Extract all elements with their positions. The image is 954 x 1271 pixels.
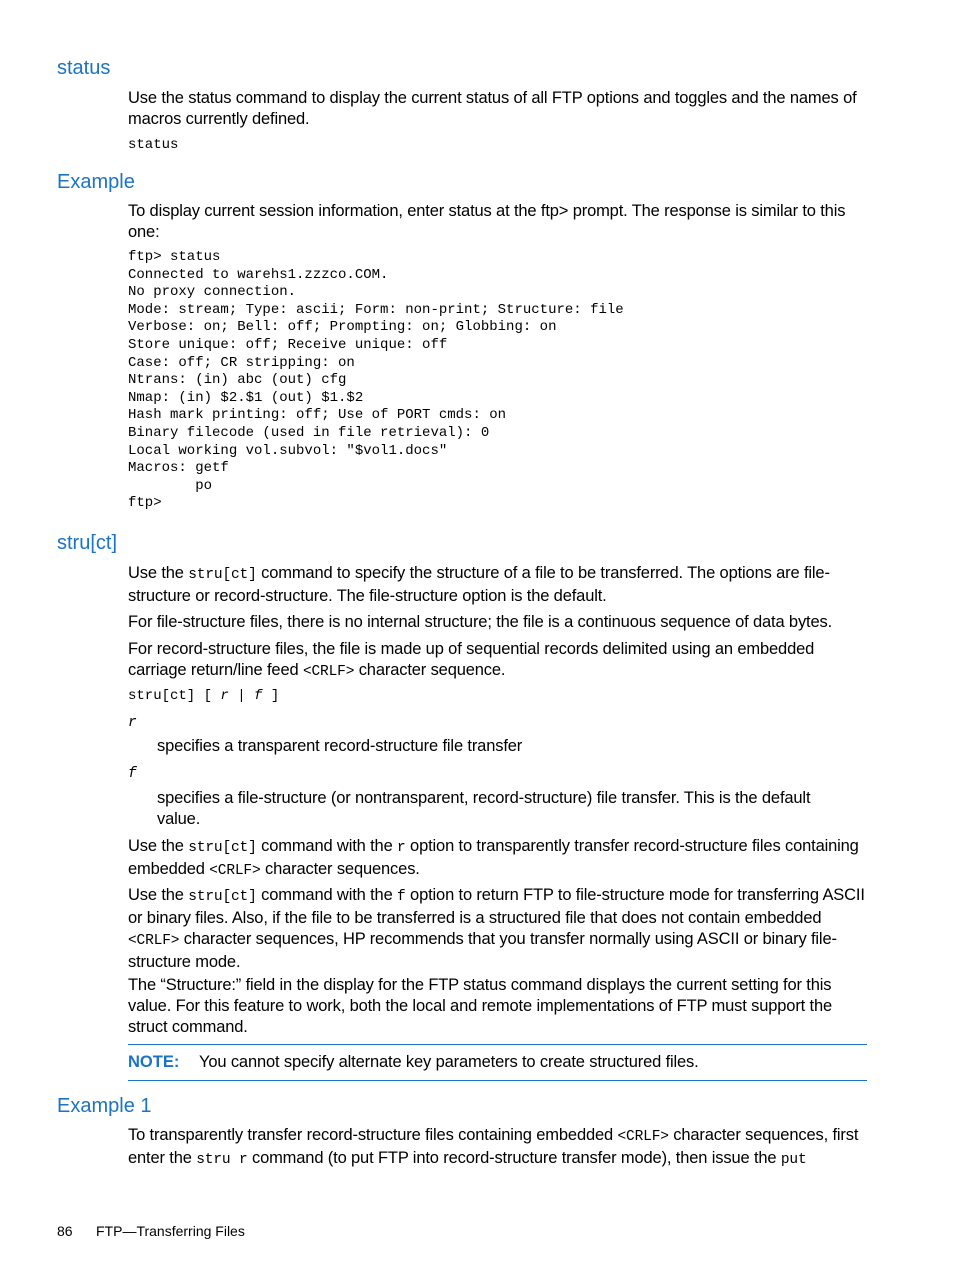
struct-syntax: stru[ct] [ r | f ]: [128, 688, 280, 704]
status-heading: status: [57, 57, 111, 79]
inline-code: stru[ct]: [188, 567, 257, 583]
status-description: Use the status command to display the current status of all FTP options and toggles and the names of macros currently defined.: [128, 89, 857, 128]
struct-paragraph-6: The “Structure:” field in the display for the FTP status command displays the current setting for this value. For this feature to work, both the local and remote implementations of FTP must support the struct command.: [128, 976, 833, 1036]
status-output-code: ftp> status Connected to warehs1.zzzco.COM. No proxy connection. Mode: stream; Type: ascii; Form: non-print; Structure: file Verbose: on; Bell: off; Prompting: on; Globbing: on Store unique: off; Receive unique: off Case: off; CR stripping: on Ntrans: (in) abc (out) cfg Nmap: (in) $2.$1 (out) $1.$2 Hash mark printing: off; Use of PORT cmds: on Binary filecode (used in file retrieval): 0 Local working vol.subvol: "$vol1.docs" Macros: getf po ftp>: [128, 249, 624, 512]
struct-paragraph-3: For record-structure files, the file is made up of sequential records delimited using an embedded carriage return/line feed <CRLF> character sequence.: [128, 640, 815, 680]
definition-f: specifies a file-structure (or nontransparent, record-structure) file transfer. This is the default value.: [157, 789, 811, 828]
example1-heading: Example 1: [57, 1095, 152, 1117]
struct-paragraph-5: Use the stru[ct] command with the f option to return FTP to file-structure mode for transferring ASCII or binary files. Also, if the file to be transferred is a structured file that does not contain embedded <CRLF> character sequences, HP recommends that you transfer normally using ASCII or binary file-structure mode.: [128, 886, 865, 971]
example-heading: Example: [57, 171, 135, 193]
inline-code: <CRLF>: [302, 664, 355, 680]
note-label: NOTE:: [128, 1053, 180, 1071]
term-f: f: [128, 766, 137, 782]
struct-paragraph-2: For file-structure files, there is no internal structure; the file is a continuous sequence of data bytes.: [128, 613, 833, 631]
struct-paragraph-4: Use the stru[ct] command with the r option to transparently transfer record-structure files containing embedded <CRLF> character sequences.: [128, 837, 859, 879]
struct-heading: stru[ct]: [57, 532, 118, 554]
struct-paragraph-1: Use the stru[ct] command to specify the structure of a file to be transferred. The options are file-structure or record-structure. The file-structure option is the default.: [128, 564, 830, 605]
note-text: You cannot specify alternate key parameters to create structured files.: [199, 1053, 699, 1071]
term-r: r: [128, 715, 137, 731]
example-description: To display current session information, enter status at the ftp> prompt. The response is similar to this one:: [128, 202, 846, 241]
example1-paragraph: To transparently transfer record-structure files containing embedded <CRLF> character sequences, first enter the stru r command (to put FTP into record-structure transfer mode), then issue the put: [128, 1126, 859, 1168]
status-syntax: status: [128, 137, 179, 153]
page-number: 86: [57, 1223, 73, 1239]
definition-r: specifies a transparent record-structure file transfer: [157, 737, 523, 755]
note-box: [128, 1044, 867, 1081]
footer-chapter: FTP—Transferring Files: [96, 1223, 245, 1239]
